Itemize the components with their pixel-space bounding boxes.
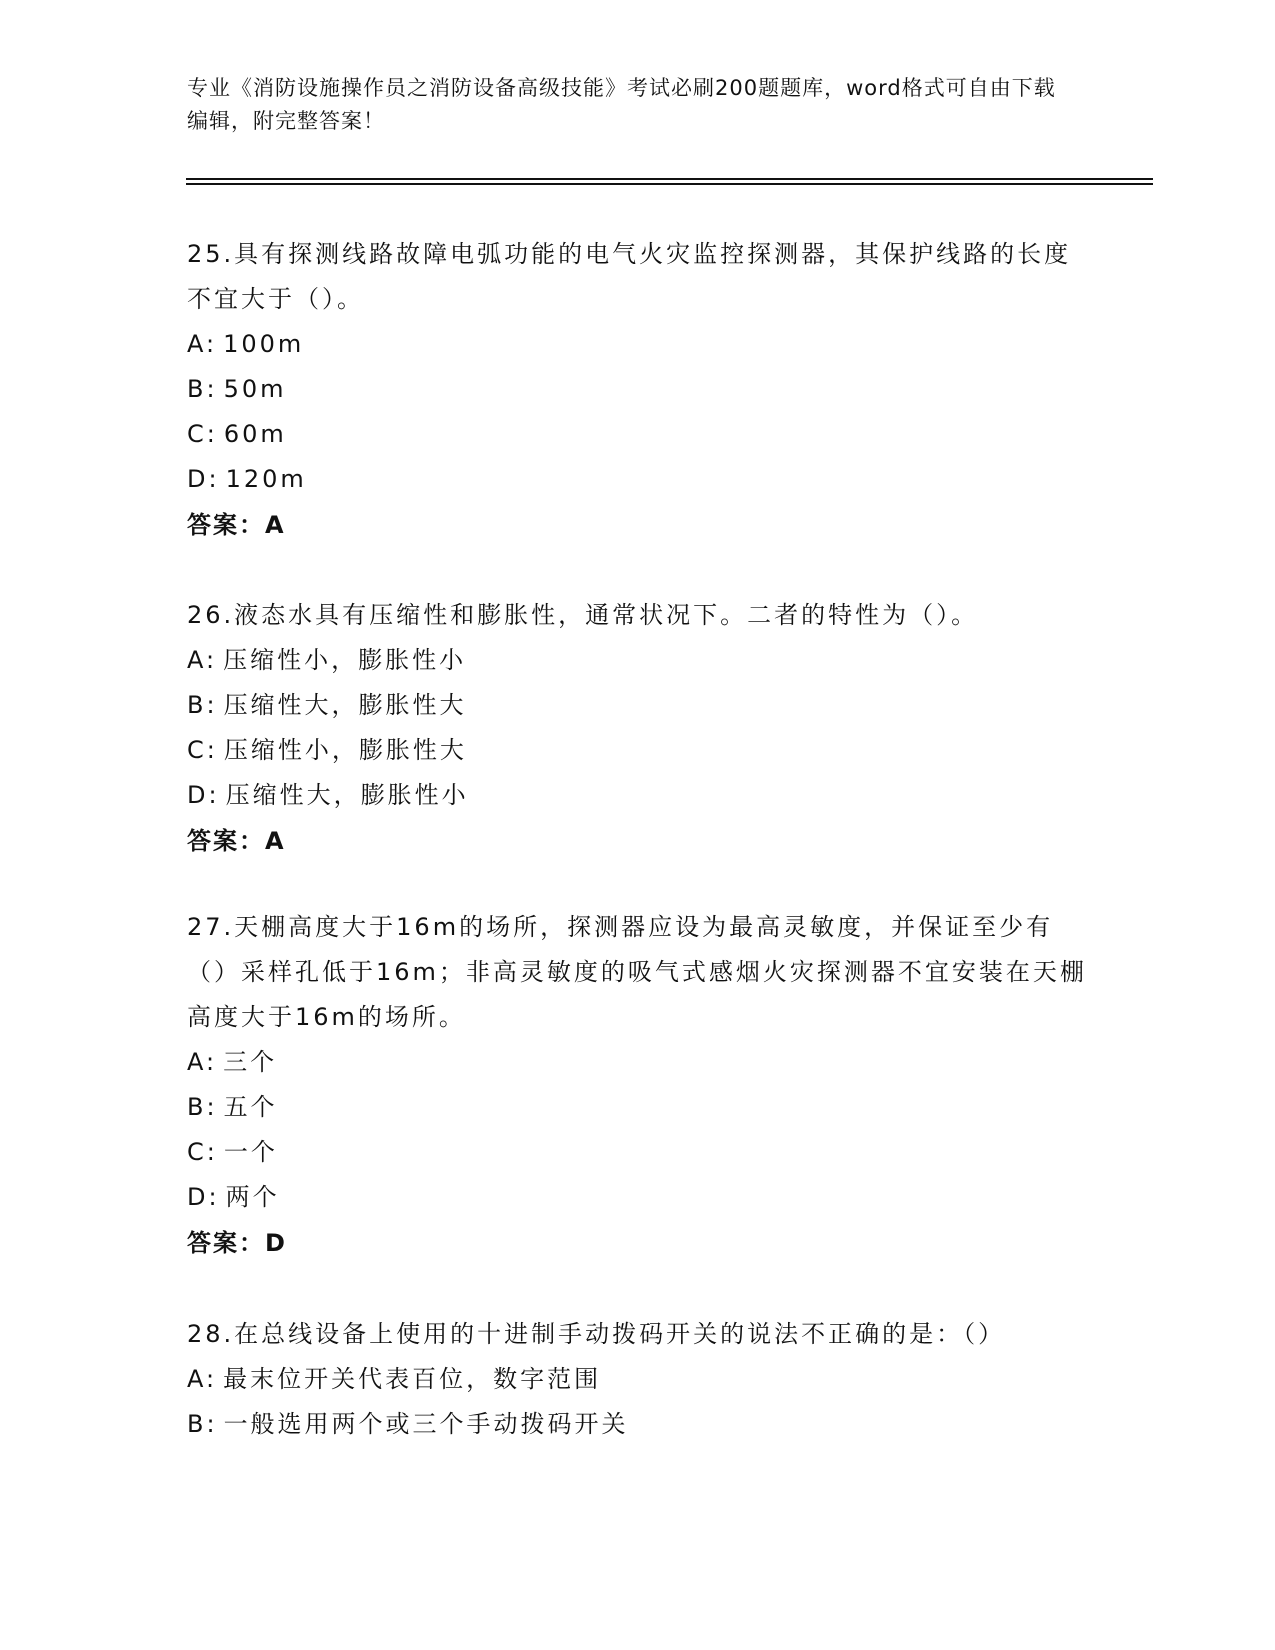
header-rule-bottom: [186, 183, 1153, 185]
option-c: C: 一个: [187, 1138, 278, 1166]
question-28: [187, 1312, 1087, 1447]
answer-value: D: [265, 1229, 287, 1257]
question-stem: 28.在总线设备上使用的十进制手动拨码开关的说法不正确的是：（）: [187, 1320, 1006, 1348]
question-stem: 27.天棚高度大于16m的场所，探测器应设为最高灵敏度，并保证至少有（）采样孔低于16m；非高灵敏度的吸气式感烟火灾探测器不宜安装在天棚高度大于16m的场所。: [187, 913, 1087, 1031]
answer-value: A: [265, 827, 286, 855]
answer-line: 答案：A: [187, 827, 286, 855]
option-a: A: 压缩性小，膨胀性小: [187, 646, 467, 674]
option-b: B: 一般选用两个或三个手动拨码开关: [187, 1410, 629, 1438]
option-c: C: 压缩性小，膨胀性大: [187, 736, 467, 764]
answer-value: A: [265, 511, 286, 539]
option-b: B: 50m: [187, 375, 287, 403]
option-c: C: 60m: [187, 420, 287, 448]
option-d: D: 两个: [187, 1183, 280, 1211]
question-25: [187, 232, 1087, 548]
option-d: D: 压缩性大，膨胀性小: [187, 781, 469, 809]
question-stem: 26.液态水具有压缩性和膨胀性，通常状况下。二者的特性为（）。: [187, 601, 979, 629]
answer-line: 答案：D: [187, 1229, 287, 1257]
option-b: B: 压缩性大，膨胀性大: [187, 691, 467, 719]
option-d: D: 120m: [187, 465, 307, 493]
header-rule-top: [186, 178, 1153, 180]
question-stem: 25.具有探测线路故障电弧功能的电气火灾监控探测器，其保护线路的长度不宜大于（）。: [187, 240, 1072, 313]
option-a: A: 最末位开关代表百位，数字范围: [187, 1365, 602, 1393]
document-header: 专业《消防设施操作员之消防设备高级技能》考试必刷200题题库，word格式可自由下载编辑，附完整答案！: [187, 76, 1056, 133]
question-27: [187, 905, 1087, 1266]
option-a: A: 三个: [187, 1048, 278, 1076]
question-26: [187, 593, 1087, 864]
option-a: A: 100m: [187, 330, 305, 358]
answer-line: 答案：A: [187, 511, 286, 539]
option-b: B: 五个: [187, 1093, 278, 1121]
